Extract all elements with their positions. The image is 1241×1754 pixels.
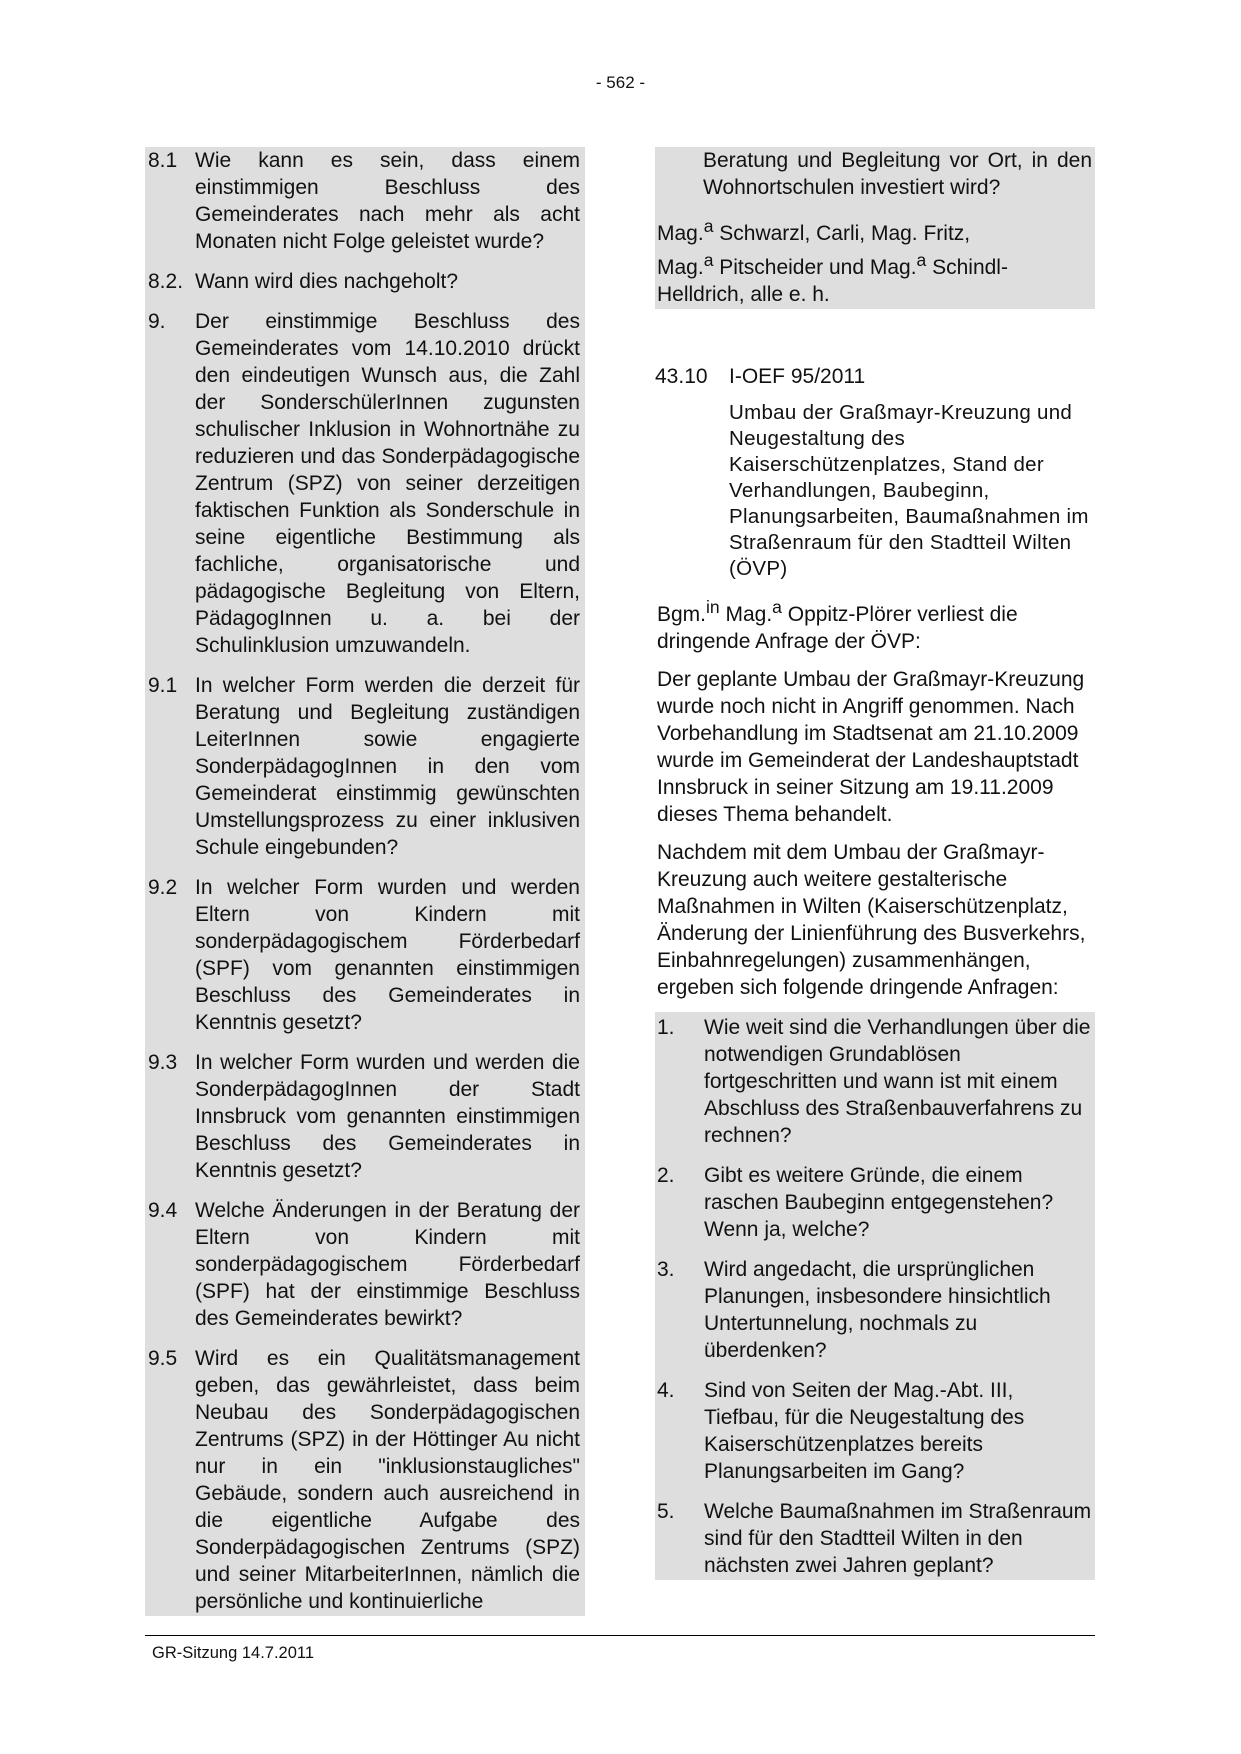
item-text: Wie kann es sein, dass einem einstimmigen Beschluss des Gemeinderates nach mehr als acht Monaten nicht Folge geleistet wurde? — [195, 149, 580, 253]
intro-paragraph-1: Der geplante Umbau der Graßmayr-Kreuzung wurde noch nicht in Angriff genommen. Nach Vorbehandlung im Stadtsenat am 21.10.2009 wurde im Gemeinderat der Landeshauptstadt Innsbruck in seiner Sitzung am 19.11.2009 dieses Thema behandelt. — [657, 668, 1085, 826]
item-text: Welche Baumaßnahmen im Straßenraum sind für den Stadtteil Wilten in den nächsten zwei Jahren geplant? — [704, 1500, 1092, 1577]
signer-text: Schindl-Helldrich, alle e. h. — [657, 256, 1008, 306]
list-item — [148, 874, 580, 1036]
list-item — [657, 1498, 1092, 1579]
item-text: In welcher Form werden die derzeit für Beratung und Begleitung zuständigen LeiterInnen sowie engagierte SonderpädagogInnen in den vom Gemeinderat einstimmig gewünschten Umstellungsprozess zu einer inklusiven Schule eingebunden? — [195, 674, 580, 859]
page-number: - 562 - — [595, 73, 646, 92]
item-text: Wird angedacht, die ursprünglichen Planungen, insbesondere hinsichtlich Untertunnelung, nochmals zu überdenken? — [704, 1258, 1051, 1362]
item-text: In welcher Form wurden und werden Eltern von Kindern mit sonderpädagogischem Förderbedarf (SPF) vom genannten einstimmigen Beschluss des Gemeinderates in Kenntnis gesetzt? — [195, 876, 580, 1034]
continuation-block-shaded — [655, 147, 1095, 309]
reader-text: Oppitz-Plörer verliest die dringende Anfrage der ÖVP: — [657, 603, 1018, 653]
item-number: 1. — [657, 1016, 675, 1039]
agenda-item-heading — [655, 363, 1095, 390]
signer-text: Pitscheider und Mag. — [713, 256, 917, 279]
list-item — [148, 1197, 580, 1332]
superscript: a — [772, 597, 782, 617]
item-number: 3. — [657, 1258, 675, 1281]
agenda-item-title: Umbau der Graßmayr-Kreuzung und Neugestaltung des Kaiserschützenplatzes, Stand der Verhandlungen, Baubeginn, Planungsarbeiten, Baumaßnahmen im Straßenraum für den Stadtteil Wilten (ÖVP) — [729, 401, 1089, 580]
agenda-item-code: I-OEF 95/2011 — [729, 365, 866, 388]
continued-question-text: Beratung und Begleitung vor Ort, in den Wohnortschulen investiert wird? — [703, 149, 1092, 199]
list-item — [148, 1049, 580, 1184]
item-number: 9.1 — [148, 674, 178, 697]
signatories — [655, 203, 1095, 309]
list-item — [657, 1256, 1092, 1364]
list-item — [657, 1377, 1092, 1485]
superscript: a — [703, 250, 714, 270]
item-text: Der einstimmige Beschluss des Gemeinderates vom 14.10.2010 drückt den eindeutigen Wunsch aus, die Zahl der SonderschülerInnen zugunsten schulischer Inklusion in Wohnortnähe zu reduzieren und das Sonderpädagogische Zentrum (SPZ) von seiner derzeitigen faktischen Funktion als Sonderschule in seine eigentliche Bestimmung als fachliche, organisatorische und pädagogische Begleitung von Eltern, PädagogInnen u. a. bei der Schulinklusion umzuwandeln. — [195, 310, 580, 657]
agenda-item-number: 43.10 — [655, 365, 708, 388]
question-list-shaded — [145, 147, 585, 1616]
list-item — [148, 672, 580, 861]
list-item — [657, 1014, 1092, 1149]
item-text: Welche Änderungen in der Beratung der Eltern von Kindern mit sonderpädagogischem Förderbedarf (SPF) hat der einstimmige Beschluss des Gemeinderates bewirkt? — [195, 1199, 580, 1330]
superscript: a — [916, 250, 927, 270]
item-number: 8.1 — [148, 149, 178, 172]
item-number: 4. — [657, 1379, 675, 1402]
item-number: 9.3 — [148, 1051, 178, 1074]
reader-text: Bgm. — [657, 603, 707, 626]
list-item — [148, 1345, 580, 1615]
signer-text: Mag. — [657, 256, 704, 279]
item-text: In welcher Form wurden und werden die SonderpädagogInnen der Stadt Innsbruck vom genannten einstimmigen Beschluss des Gemeinderates in Kenntnis gesetzt? — [195, 1051, 580, 1182]
signer-text: Schwarzl, Carli, Mag. Fritz, — [713, 222, 971, 245]
list-item — [148, 308, 580, 659]
item-number: 9.5 — [148, 1347, 178, 1370]
superscript: in — [706, 597, 720, 617]
item-number: 9.2 — [148, 876, 178, 899]
item-number: 2. — [657, 1164, 675, 1187]
list-item — [148, 268, 580, 295]
item-number: 5. — [657, 1500, 675, 1523]
list-item — [148, 147, 580, 255]
item-number: 9.4 — [148, 1199, 178, 1222]
item-text: Wie weit sind die Verhandlungen über die notwendigen Grundablösen fortgeschritten und wann ist mit einem Abschluss des Straßenbauverfahrens zu rechnen? — [704, 1016, 1091, 1147]
item-number: 9. — [148, 310, 166, 333]
item-number: 8.2. — [148, 270, 184, 293]
signer-text: Mag. — [657, 222, 704, 245]
reader-statement — [657, 594, 1095, 655]
item-text: Gibt es weitere Gründe, die einem raschen Baubeginn entgegenstehen? Wenn ja, welche? — [704, 1164, 1054, 1241]
reader-text: Mag. — [719, 603, 773, 626]
question-list-shaded — [655, 1012, 1095, 1580]
footer-divider — [145, 1635, 1095, 1636]
left-column — [145, 147, 585, 1616]
item-text: Sind von Seiten der Mag.-Abt. III, Tiefbau, für die Neugestaltung des Kaiserschützenplatzes bereits Planungsarbeiten im Gang? — [704, 1379, 1025, 1483]
item-text: Wann wird dies nachgeholt? — [195, 270, 459, 293]
footer-session-label: GR-Sitzung 14.7.2011 — [152, 1644, 315, 1662]
intro-paragraph-2: Nachdem mit dem Umbau der Graßmayr-Kreuzung auch weitere gestalterische Maßnahmen in Wilten (Kaiserschützenplatz, Änderung der Linienführung des Busverkehrs, Einbahnregelungen) zusammenhängen, ergeben sich folgende dringende Anfragen: — [657, 841, 1086, 999]
list-item — [657, 1162, 1092, 1243]
right-column — [655, 147, 1095, 1580]
superscript: a — [703, 216, 714, 236]
item-text: Wird es ein Qualitätsmanagement geben, das gewährleistet, dass beim Neubau des Sonderpädagogischen Zentrums (SPZ) in der Höttinger Au nicht nur in ein "inklusionstaugliches" Gebäude, sondern auch ausreichend in die eigentliche Aufgabe des Sonderpädagogischen Zentrums (SPZ) und seiner MitarbeiterInnen, nämlich die persönliche und kontinuierliche — [195, 1347, 580, 1613]
